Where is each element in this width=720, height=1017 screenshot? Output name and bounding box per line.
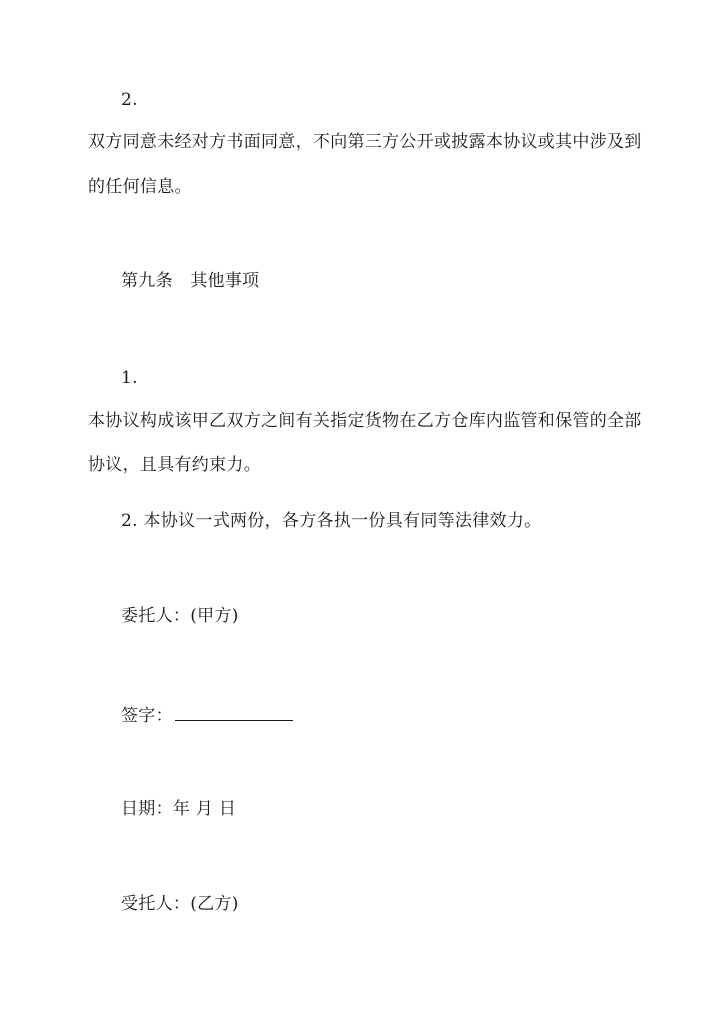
signature-label: 签字： [121, 706, 173, 726]
date-label: 日期：年 月 日 [121, 799, 237, 819]
signature-blank [175, 704, 293, 721]
paragraph-text-line: 的任何信息。 [88, 177, 192, 197]
paragraph-text-line: 双方同意未经对方书面同意，不向第三方公开或披露本协议或其中涉及到 [88, 132, 642, 152]
paragraph-number: 2. [121, 90, 138, 110]
party-b-label: 受托人：(乙方) [121, 894, 239, 914]
paragraph-text-line: 协议，且具有约束力。 [88, 455, 261, 475]
paragraph-text-line: 本协议构成该甲乙双方之间有关指定货物在乙方仓库内监管和保管的全部 [88, 411, 642, 431]
paragraph-text-line: 2. 本协议一式两份，各方各执一份具有同等法律效力。 [121, 511, 542, 531]
paragraph-number: 1. [121, 368, 138, 388]
party-a-label: 委托人：(甲方) [121, 606, 239, 626]
signature-line [121, 704, 293, 727]
article-heading: 第九条 其他事项 [121, 271, 260, 291]
